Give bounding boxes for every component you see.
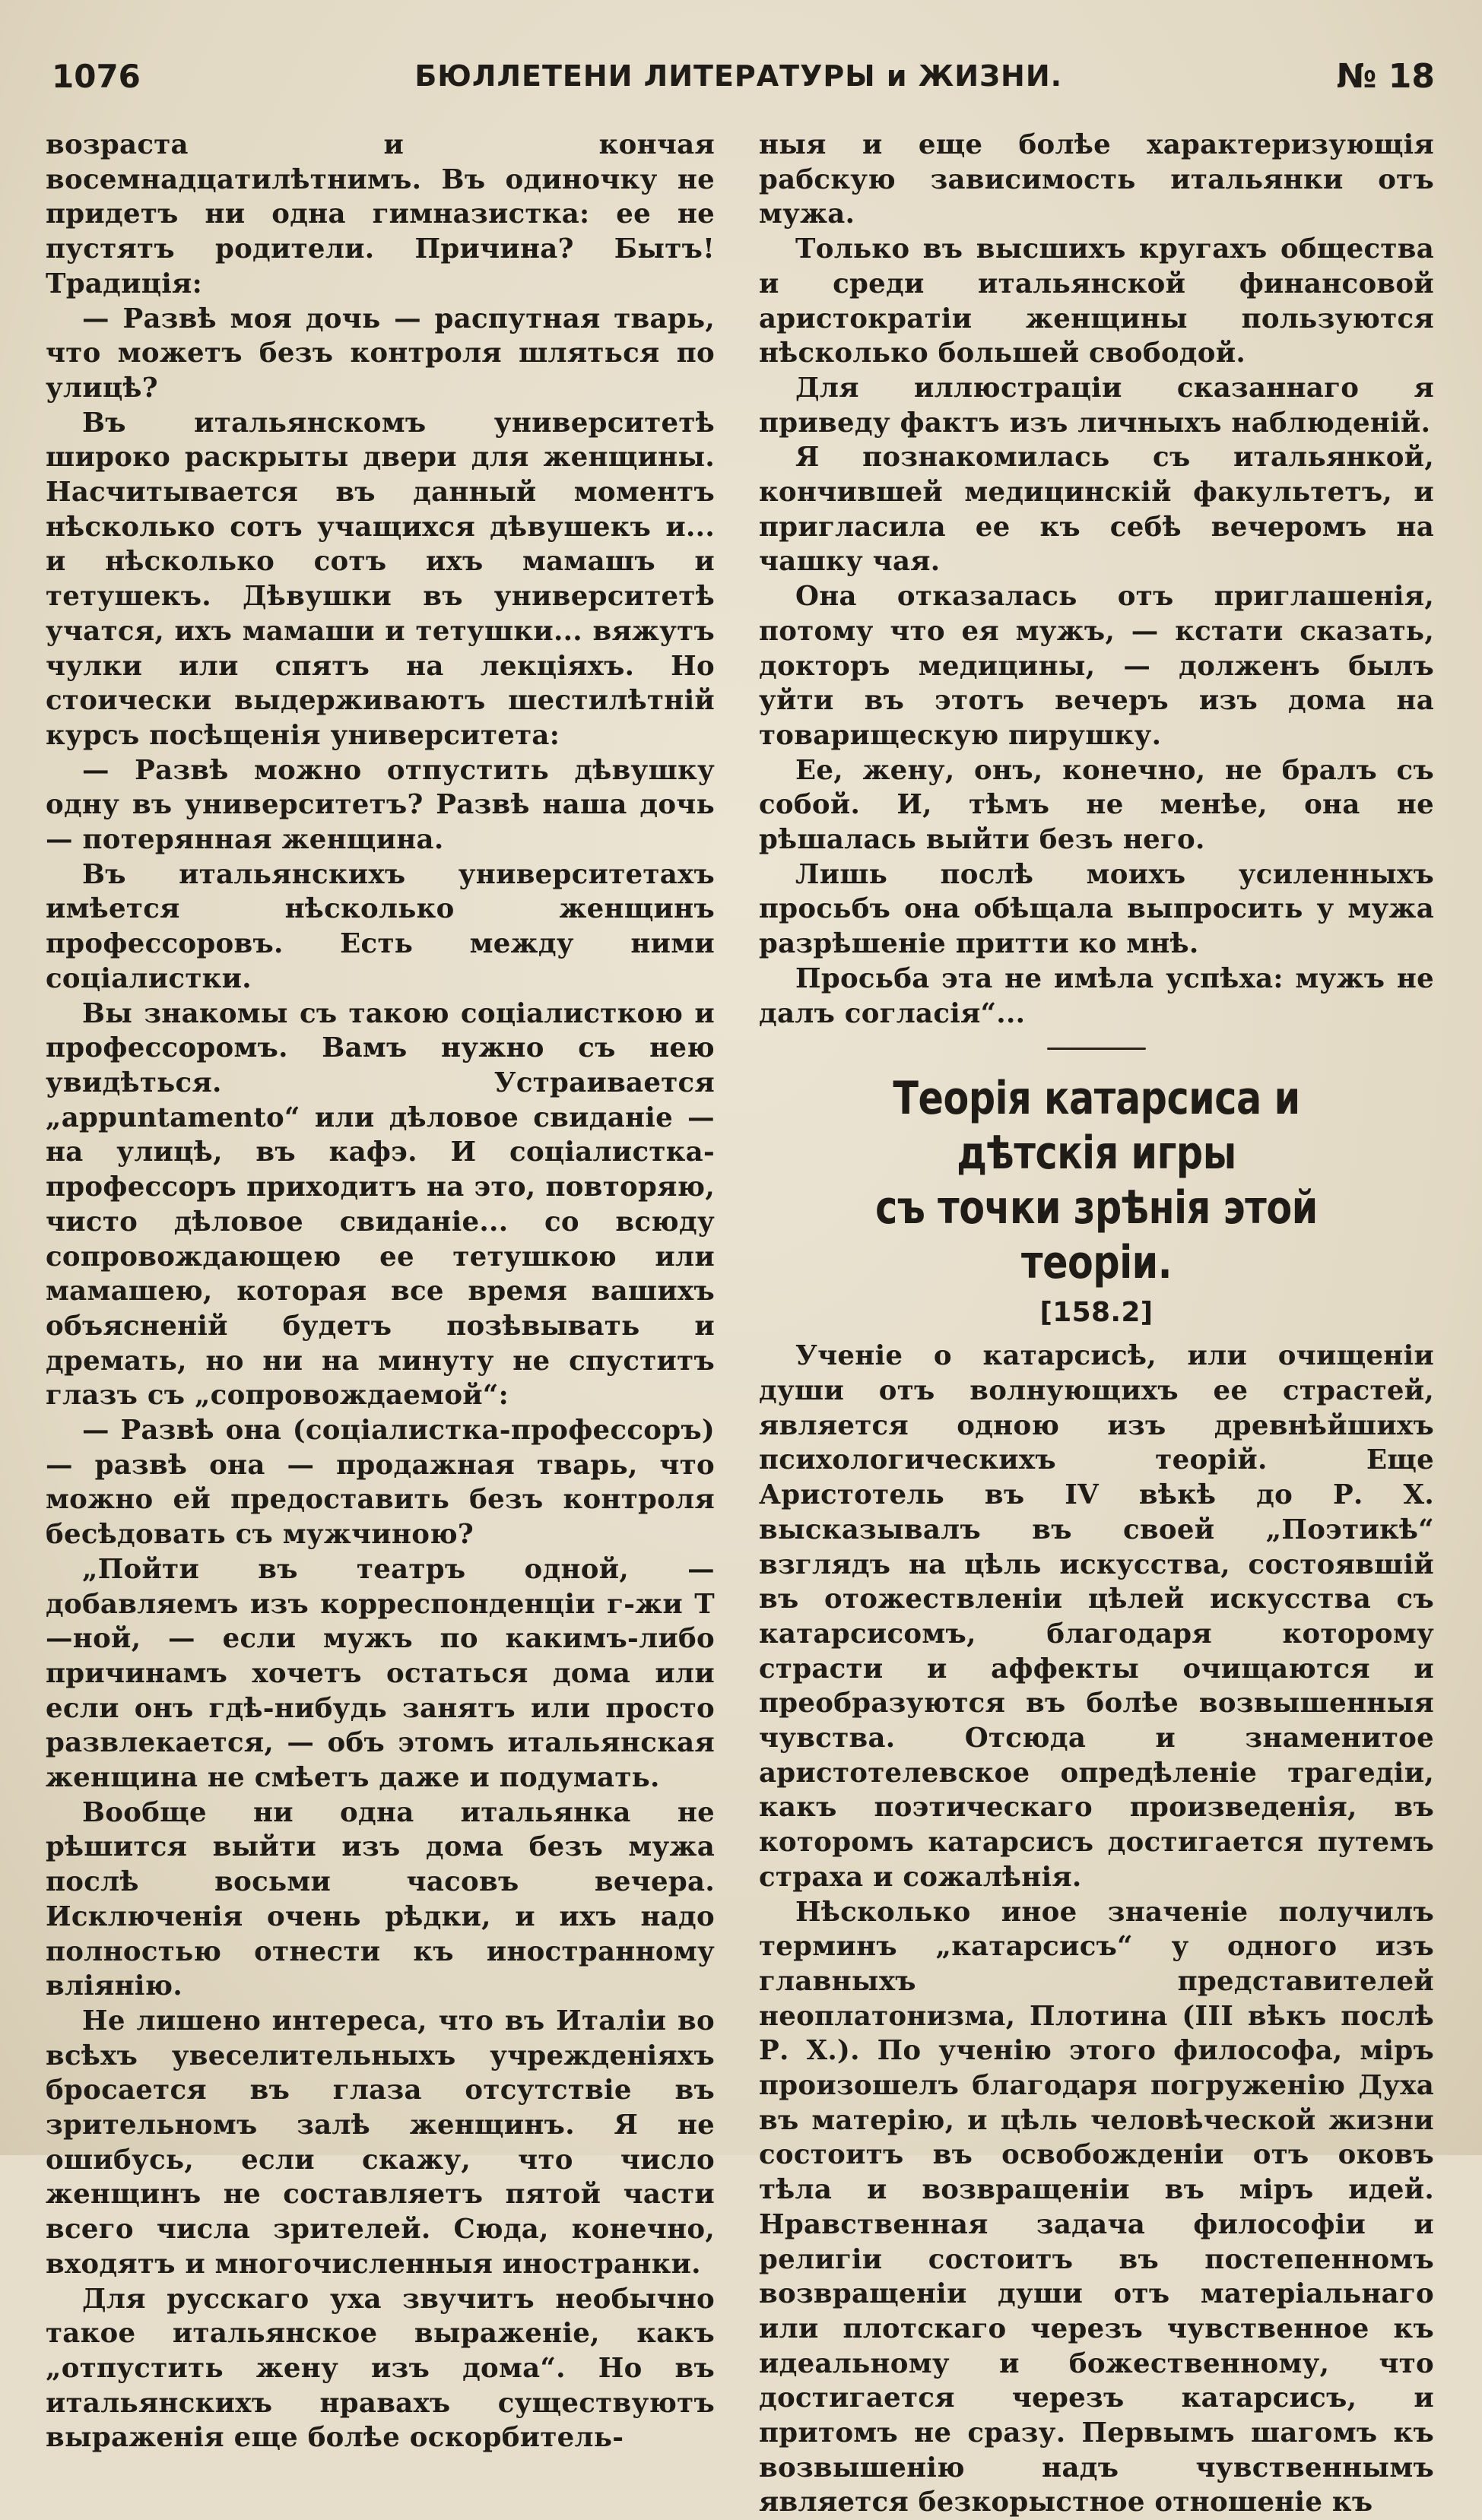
paragraph: — Развѣ моя дочь — распутная тварь, что можетъ безъ контроля шляться по улицѣ? — [46, 303, 715, 404]
right-column — [759, 128, 1434, 2520]
paragraph: Только въ высшихъ кругахъ общества и среди итальянской финансовой аристократіи женщины пользуются нѣсколько большей свободой. — [759, 233, 1434, 369]
page-number: 1076 — [52, 57, 141, 95]
paragraph: Для иллюстраціи сказаннаго я приведу фактъ изъ личныхъ наблюденій. — [759, 372, 1434, 439]
paragraph: Вообще ни одна итальянка не рѣшится выйти изъ дома безъ мужа послѣ восьми часовъ вечера. Исключенія очень рѣдки, и ихъ надо полностью отнести къ иностранному вліянію. — [46, 1796, 715, 2002]
paragraph: Она отказалась отъ приглашенія, потому что ея мужъ, — кстати сказать, докторъ медицины, — долженъ былъ уйти въ этотъ вечеръ изъ дома на товарищескую пирушку. — [759, 581, 1434, 751]
section-divider — [1047, 1048, 1146, 1050]
paragraph: Въ итальянскомъ университетѣ широко раскрыты двери для женщины. Насчитывается въ данный моментъ нѣсколько сотъ учащихся дѣвушекъ и... и нѣсколько сотъ ихъ мамашъ и тетушекъ. Дѣвушки въ университетѣ учатся, ихъ мамаши и тетушки... вяжутъ чулки или спятъ на лекціяхъ. Но стоически выдерживаютъ шестилѣтній курсъ посѣщенія университета: — [46, 407, 715, 751]
paragraph: возраста и кончая восемнадцатилѣтнимъ. Въ одиночку не придетъ ни одна гимназистка: ее не пустятъ родители. Причина? Бытъ! Традиція: — [46, 129, 715, 300]
paragraph: Я познакомилась съ итальянкой, кончившей медицинскій факультетъ, и пригласила ее къ себѣ вечеромъ на чашку чая. — [759, 442, 1434, 578]
paragraph: Ученіе о катарсисѣ, или очищеніи души отъ волнующихъ ее страстей, является одною изъ древнѣйшихъ психологическихъ теорій. Еще Аристотель въ IV вѣкѣ до Р. Х. высказывалъ въ своей „Поэтикѣ“ взглядъ на цѣль искусства, состоявшій въ отожествленіи цѣлей искусства съ катарсисомъ, благодаря которому страсти и аффекты очищаются и преобразуются въ болѣе возвышенныя чувства. Отсюда и знаменитое аристотелевское опредѣленіе трагедіи, какъ поэтическаго произведенія, въ которомъ катарсисъ достигается путемъ страха и сожалѣнія. — [759, 1340, 1434, 1893]
article-title-line: Теорія катарсиса и дѣтскія игры — [893, 1072, 1300, 1181]
article-title-line: съ точки зрѣнія этой теоріи. — [875, 1181, 1318, 1290]
paragraph: Лишь послѣ моихъ усиленныхъ просьбъ она обѣщала выпросить у мужа разрѣшеніе притти ко мнѣ. — [759, 858, 1434, 960]
page-header — [52, 53, 1435, 99]
paragraph: Не лишено интереса, что въ Италіи во всѣхъ увеселительныхъ учрежденіяхъ бросается въ глаза отсутствіе въ зрительномъ залѣ женщинъ. Я не ошибусь, если скажу, что число женщинъ не составляетъ пятой части всего числа зрителей. Сюда, конечно, входятъ и многочисленныя иностранки. — [46, 2005, 715, 2280]
paragraph: Въ итальянскихъ университетахъ имѣется нѣсколько женщинъ профессоровъ. Есть между ними соціалистки. — [46, 858, 715, 994]
journal-title: БЮЛЛЕТЕНИ ЛИТЕРАТУРЫ и ЖИЗНИ. — [414, 59, 1063, 93]
paragraph: „Пойти въ театръ одной, — добавляемъ изъ корреспонденціи г-жи Т—ной, — если мужъ по какимъ-либо причинамъ хочетъ остаться дома или если онъ гдѣ-нибудь занятъ или просто развлекается, — объ этомъ итальянская женщина не смѣетъ даже и подумать. — [46, 1553, 715, 1794]
paragraph: Нѣсколько иное значеніе получилъ терминъ „катарсисъ“ у одного изъ главныхъ представителей неоплатонизма, Плотина (III вѣкъ послѣ Р. Х.). По ученію этого философа, міръ произошелъ благодаря погруженію Духа въ матерію, и цѣль человѣческой жизни состоитъ въ освобожденіи отъ оковъ тѣла и возвращеніи въ міръ идей. Нравственная задача философіи и религіи состоитъ въ постепенномъ возвращеніи души отъ матеріальнаго или плотскаго черезъ чувственное къ идеальному и божественному, что достигается черезъ катарсисъ, и притомъ не сразу. Первымъ шагомъ къ возвышенію надъ чувственнымъ является безкорыстное отношеніе къ — [759, 1896, 1434, 2518]
article-tag: [158.2] — [1039, 1297, 1154, 1329]
paragraph: ныя и еще болѣе характеризующія рабскую зависимость итальянки отъ мужа. — [759, 129, 1434, 230]
paragraph: — Развѣ она (соціалистка-профессоръ) — развѣ она — продажная тварь, что можно ей предоставить безъ контроля бесѣдовать съ мужчиною? — [46, 1415, 715, 1551]
paragraph: — Развѣ можно отпустить дѣвушку одну въ университетъ? Развѣ наша дочь — потерянная женщина. — [46, 754, 715, 856]
article-title — [820, 1071, 1373, 1290]
paragraph: Для русскаго уха звучитъ необычно такое итальянское выраженіе, какъ „отпустить жену изъ дома“. Но въ итальянскихъ нравахъ существуютъ выраженія еще болѣе оскорбитель- — [46, 2283, 715, 2454]
paragraph: Вы знакомы съ такою соціалисткою и профессоромъ. Вамъ нужно съ нею увидѣться. Устраивается „appuntamento“ или дѣловое свиданіе — на улицѣ, въ кафэ. И соціалистка-профессоръ приходитъ на это, повторяю, чисто дѣловое свиданіе... со всюду сопровождающею ее тетушкою или мамашею, которая все время вашихъ объясненій будетъ позѣвывать и дремать, но ни на минуту не спуститъ глазъ съ „сопровождаемой“: — [46, 997, 715, 1412]
paragraph: Ее, жену, онъ, конечно, не бралъ съ собой. И, тѣмъ не менѣе, она не рѣшалась выйти безъ него. — [759, 754, 1434, 856]
paragraph: Просьба эта не имѣла успѣха: мужъ не далъ согласія“... — [759, 962, 1434, 1029]
issue-number: № 18 — [1336, 56, 1435, 96]
left-column — [46, 128, 715, 2455]
